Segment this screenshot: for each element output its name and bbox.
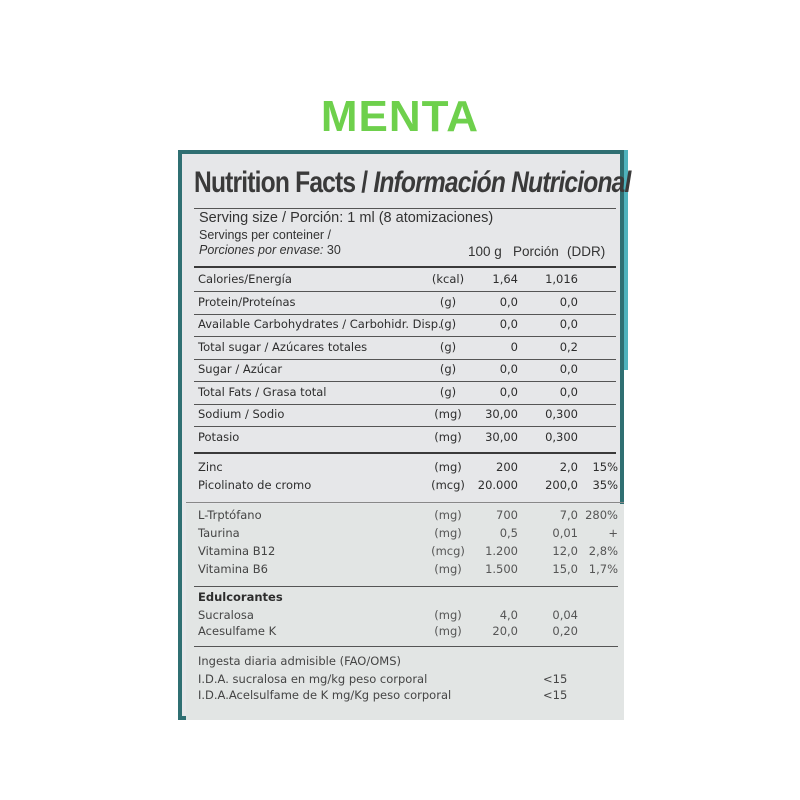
ida-heading: Ingesta diaria admisible (FAO/OMS) xyxy=(198,654,401,668)
sweeteners-heading-row xyxy=(198,588,618,608)
sweeteners-heading: Edulcorantes xyxy=(198,590,283,604)
ida-text: I.D.A.Acelsulfame de K mg/Kg peso corporal xyxy=(198,688,452,702)
value-portion: 0,300 xyxy=(545,407,578,421)
value-100g: 200 xyxy=(496,460,518,474)
table-row xyxy=(198,458,618,478)
ida-rule xyxy=(194,646,618,647)
nutrient-unit: (mg) xyxy=(434,608,462,622)
value-portion: 12,0 xyxy=(552,544,578,558)
servings-per-container-es-label: Porciones por envase: xyxy=(199,243,324,257)
nutrient-name: Acesulfame K xyxy=(198,624,277,638)
nutrient-name: Picolinato de cromo xyxy=(198,478,312,492)
header-title-es: Información Nutricional xyxy=(373,166,631,199)
nutrients-bottom-rule xyxy=(194,452,616,454)
sweeteners-rule xyxy=(194,586,618,587)
value-portion: 15,0 xyxy=(552,562,578,576)
nutrient-unit: (g) xyxy=(439,294,457,309)
lower-panel-rule xyxy=(186,502,624,503)
value-100g: 700 xyxy=(496,508,518,522)
header-title-en: Nutrition Facts / xyxy=(194,166,368,199)
nutrient-name: L-Trptófano xyxy=(198,508,262,522)
servings-per-container-value: 30 xyxy=(326,243,341,257)
column-header-100g: 100 g xyxy=(468,244,502,259)
value-portion: 0,04 xyxy=(552,608,578,622)
table-row xyxy=(198,476,618,496)
nutrient-unit: (kcal) xyxy=(431,272,465,286)
servings-per-container-en: Servings per conteiner / xyxy=(199,228,332,242)
table-row xyxy=(198,524,618,544)
nutrient-name: Vitamina B12 xyxy=(198,544,276,558)
table-row xyxy=(198,293,618,313)
value-portion: 7,0 xyxy=(559,508,578,522)
value-100g: 0,0 xyxy=(499,294,518,309)
value-portion: 1,016 xyxy=(545,272,578,286)
value-100g: 30,00 xyxy=(485,429,518,444)
value-portion: 0,20 xyxy=(552,624,578,638)
value-portion: 0,0 xyxy=(559,384,578,399)
nutrient-name: Potasio xyxy=(198,429,240,444)
table-row xyxy=(198,428,618,448)
value-ddr: 15% xyxy=(592,460,618,474)
value-ddr: 1,7% xyxy=(588,562,618,576)
value-portion: 0,300 xyxy=(545,429,578,444)
value-100g: 0,0 xyxy=(499,317,518,331)
nutrient-unit: (g) xyxy=(439,317,457,331)
nutrient-name: Total Fats / Grasa total xyxy=(198,384,327,399)
column-header-ddr: (DDR) xyxy=(567,244,606,259)
value-portion: 0,2 xyxy=(559,339,578,354)
value-100g: 0,0 xyxy=(499,362,518,376)
nutrient-unit: (mcg) xyxy=(431,478,465,492)
value-100g: 20.000 xyxy=(477,478,518,492)
lower-panel xyxy=(186,504,624,720)
ida-row xyxy=(198,688,618,706)
nutrient-name: Vitamina B6 xyxy=(198,562,268,576)
table-row xyxy=(198,542,618,562)
table-row xyxy=(198,405,618,425)
nutrition-label xyxy=(178,150,631,720)
value-100g: 1.500 xyxy=(485,562,518,576)
servings-per-container-es xyxy=(199,243,341,257)
nutrient-unit: (g) xyxy=(439,362,457,376)
nutrient-unit: (g) xyxy=(439,384,457,399)
value-portion: 2,0 xyxy=(559,460,578,474)
nutrient-unit: (mg) xyxy=(434,429,462,444)
value-portion: 0,0 xyxy=(559,362,578,376)
nutrient-unit: (mg) xyxy=(434,562,462,576)
value-100g: 0,0 xyxy=(499,384,518,399)
nutrient-name: Calories/Energía xyxy=(198,272,292,286)
nutrient-name: Total sugar / Azúcares totales xyxy=(198,339,368,354)
label-header xyxy=(194,166,631,200)
table-row xyxy=(198,270,618,290)
nutrient-name: Sugar / Azúcar xyxy=(198,362,283,376)
value-100g: 0,5 xyxy=(499,526,518,540)
table-row xyxy=(198,315,618,335)
value-portion: 200,0 xyxy=(545,478,578,492)
value-portion: 0,0 xyxy=(559,317,578,331)
page-title: MENTA xyxy=(320,92,480,141)
nutrient-name: Protein/Proteínas xyxy=(198,294,296,309)
nutrient-unit: (g) xyxy=(439,339,457,354)
value-100g: 0 xyxy=(510,339,518,354)
value-ddr: 35% xyxy=(592,478,618,492)
column-header-portion: Porción xyxy=(513,244,559,259)
table-row xyxy=(198,560,618,580)
nutrient-name: Sucralosa xyxy=(198,608,254,622)
table-row xyxy=(198,622,618,642)
nutrient-name: Available Carbohydrates / Carbohidr. Disp. xyxy=(198,317,442,331)
value-100g: 30,00 xyxy=(485,407,518,421)
value-100g: 1.200 xyxy=(485,544,518,558)
nutrient-name: Sodium / Sodio xyxy=(198,407,285,421)
ida-heading-row xyxy=(198,654,618,672)
value-ddr: 2,8% xyxy=(588,544,618,558)
nutrient-unit: (mg) xyxy=(434,407,462,421)
value-ddr: 280% xyxy=(585,508,618,522)
value-portion: 0,0 xyxy=(559,294,578,309)
table-top-rule xyxy=(194,266,616,268)
nutrient-unit: (mg) xyxy=(434,508,462,522)
header-rule xyxy=(194,208,616,209)
nutrient-name: Taurina xyxy=(198,526,240,540)
nutrient-unit: (mg) xyxy=(434,624,462,638)
value-ddr: + xyxy=(608,526,618,540)
table-row xyxy=(198,506,618,526)
serving-size: Serving size / Porción: 1 ml (8 atomizaciones) xyxy=(199,210,494,226)
nutrient-unit: (mg) xyxy=(434,526,462,540)
table-row xyxy=(198,360,618,380)
value-portion: 0,01 xyxy=(552,526,578,540)
nutrient-name: Zinc xyxy=(198,460,223,474)
value-100g: 20,0 xyxy=(492,624,518,638)
table-row xyxy=(198,338,618,358)
ida-limit: <15 xyxy=(543,688,568,702)
value-100g: 1,64 xyxy=(492,272,518,286)
label-panel xyxy=(182,154,631,716)
ida-limit: <15 xyxy=(543,672,568,686)
nutrient-unit: (mcg) xyxy=(431,544,465,558)
nutrient-unit: (mg) xyxy=(434,460,462,474)
ida-text: I.D.A. sucralosa en mg/kg peso corporal xyxy=(198,672,428,686)
value-100g: 4,0 xyxy=(499,608,518,622)
table-row xyxy=(198,383,618,403)
